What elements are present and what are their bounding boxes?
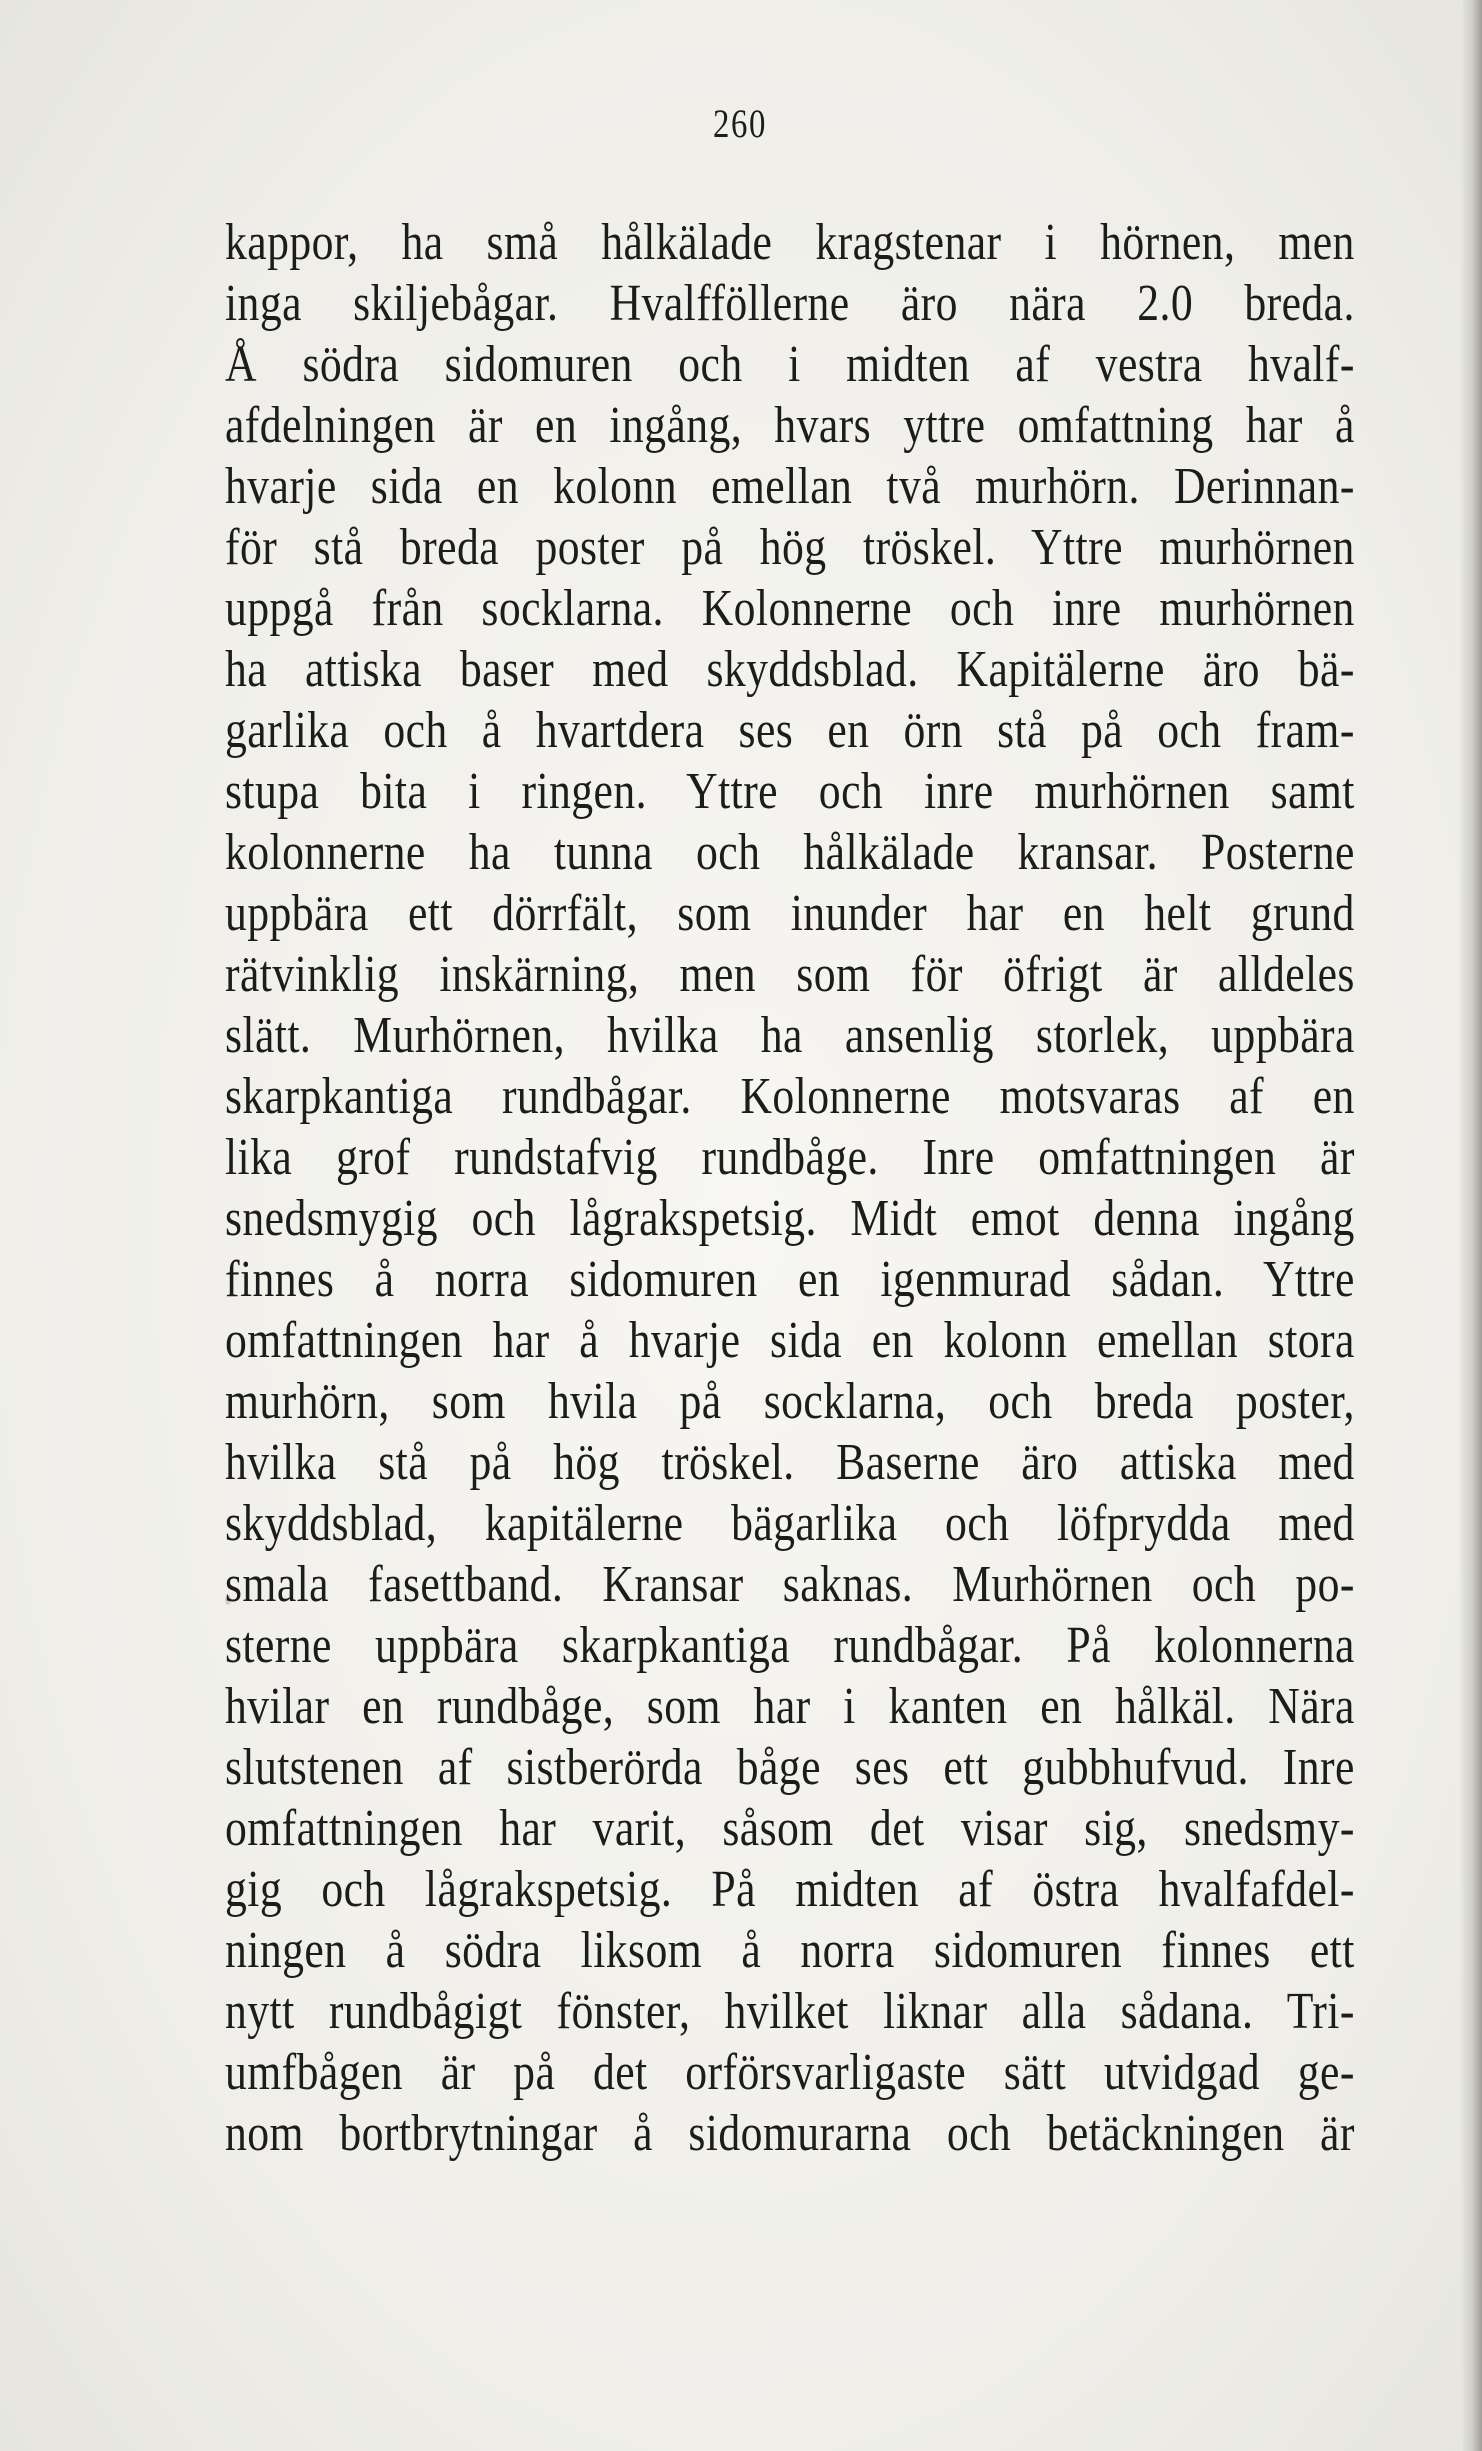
text-line: ha attiska baser med skyddsblad. Kapitälerne äro bä- bbox=[225, 641, 1355, 698]
text-line: kolonnerne ha tunna och hålkälade kransar. Posterne bbox=[225, 824, 1355, 881]
text-line: stupa bita i ringen. Yttre och inre murhörnen samt bbox=[225, 763, 1355, 820]
text-line: murhörn, som hvila på socklarna, och breda poster, bbox=[225, 1373, 1355, 1430]
text-line: slätt. Murhörnen, hvilka ha ansenlig storlek, uppbära bbox=[225, 1007, 1355, 1064]
body-text bbox=[225, 212, 1355, 2164]
text-line: sterne uppbära skarpkantiga rundbågar. På kolonnerna bbox=[225, 1617, 1355, 1674]
text-line: hvilka stå på hög tröskel. Baserne äro attiska med bbox=[225, 1434, 1355, 1491]
text-line: Å södra sidomuren och i midten af vestra hvalf- bbox=[225, 336, 1355, 393]
text-line: kappor, ha små hålkälade kragstenar i hörnen, men bbox=[225, 214, 1355, 271]
text-line: omfattningen har å hvarje sida en kolonn emellan stora bbox=[225, 1312, 1355, 1369]
text-line: uppgå från socklarna. Kolonnerne och inre murhörnen bbox=[225, 580, 1355, 637]
text-line: nytt rundbågigt fönster, hvilket liknar alla sådana. Tri- bbox=[225, 1983, 1355, 2040]
text-line: för stå breda poster på hög tröskel. Yttre murhörnen bbox=[225, 519, 1355, 576]
text-line: skarpkantiga rundbågar. Kolonnerne motsvaras af en bbox=[225, 1068, 1355, 1125]
text-line: uppbära ett dörrfält, som inunder har en helt grund bbox=[225, 885, 1355, 942]
page-edge-shadow bbox=[1460, 0, 1482, 2451]
text-line: gig och lågrakspetsig. På midten af östra hvalfafdel- bbox=[225, 1861, 1355, 1918]
text-line: inga skiljebågar. Hvalfföllerne äro nära 2.0 breda. bbox=[225, 275, 1355, 332]
text-line: afdelningen är en ingång, hvars yttre omfattning har å bbox=[225, 397, 1355, 454]
text-line: omfattningen har varit, såsom det visar sig, snedsmy- bbox=[225, 1800, 1355, 1857]
text-line: garlika och å hvartdera ses en örn stå på och fram- bbox=[225, 702, 1355, 759]
text-line: umfbågen är på det orförsvarligaste sätt utvidgad ge- bbox=[225, 2044, 1355, 2101]
text-line: lika grof rundstafvig rundbåge. Inre omfattningen är bbox=[225, 1129, 1355, 1186]
text-line: nom bortbrytningar å sidomurarna och betäckningen är bbox=[225, 2105, 1355, 2162]
text-line: slutstenen af sistberörda båge ses ett gubbhufvud. Inre bbox=[225, 1739, 1355, 1796]
text-line: rätvinklig inskärning, men som för öfrigt är alldeles bbox=[225, 946, 1355, 1003]
page-number: 260 bbox=[712, 101, 768, 146]
text-line: hvarje sida en kolonn emellan två murhörn. Derinnan- bbox=[225, 458, 1355, 515]
text-line: skyddsblad, kapitälerne bägarlika och löfprydda med bbox=[225, 1495, 1355, 1552]
text-line: hvilar en rundbåge, som har i kanten en hålkäl. Nära bbox=[225, 1678, 1355, 1735]
text-line: smala fasettband. Kransar saknas. Murhörnen och po- bbox=[225, 1556, 1355, 1613]
text-line: snedsmygig och lågrakspetsig. Midt emot denna ingång bbox=[225, 1190, 1355, 1247]
text-line: finnes å norra sidomuren en igenmurad sådan. Yttre bbox=[225, 1251, 1355, 1308]
text-line: ningen å södra liksom å norra sidomuren finnes ett bbox=[225, 1922, 1355, 1979]
